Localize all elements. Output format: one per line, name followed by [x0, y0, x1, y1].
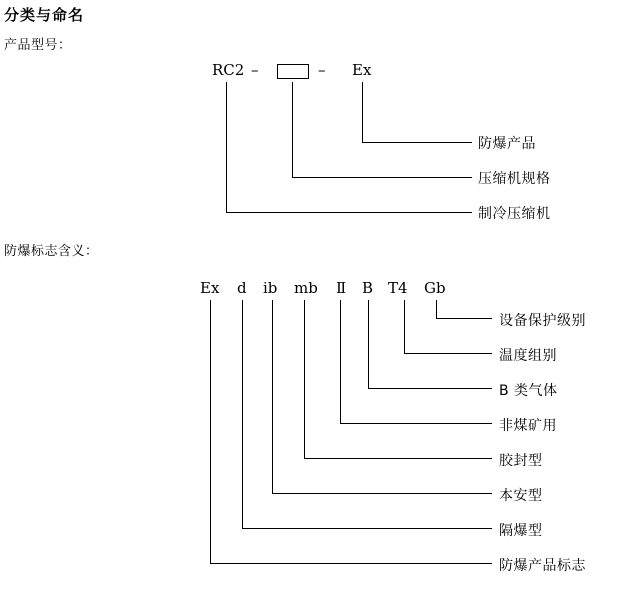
code-token-gb: Gb [424, 279, 446, 297]
legend-text-intrinsic-safety: 本安型 [499, 488, 543, 504]
leader-hline-mb [304, 458, 492, 459]
leader-vline-ex-mark [210, 300, 211, 563]
leader-hline-t4 [404, 353, 492, 354]
code-token-ex2: Ex [200, 279, 220, 297]
code-token-b: B [362, 279, 374, 297]
code-token-mb: mb [294, 279, 318, 297]
leader-hline-group-ii [340, 423, 492, 424]
code-token-ex: Ex [352, 61, 372, 79]
leader-vline-t4 [404, 300, 405, 353]
code-dash-1: – [251, 61, 259, 79]
legend-text-refrigeration-compressor: 制冷压缩机 [478, 206, 551, 222]
legend-text-compressor-spec: 压缩机规格 [478, 171, 551, 187]
leader-hline-spec [292, 177, 472, 178]
legend-text-temperature-class: 温度组别 [499, 348, 557, 364]
leader-vline-ex [362, 82, 363, 142]
leader-hline-ex-mark [210, 563, 492, 564]
legend-text-non-mining: 非煤矿用 [499, 418, 557, 434]
legend-text-explosion-proof-product: 防爆产品 [478, 136, 536, 152]
leader-hline-rc2 [226, 212, 472, 213]
code-token-ib: ib [263, 279, 278, 297]
code-token-t4: T4 [388, 279, 408, 297]
leader-vline-gb [436, 300, 437, 318]
code-dash-2: – [318, 61, 326, 79]
code-token-d: d [237, 279, 247, 297]
leader-vline-rc2 [226, 82, 227, 212]
leader-hline-d [242, 528, 492, 529]
section-label-ex-marking: 防爆标志含义： [4, 244, 99, 259]
section-label-product-model: 产品型号： [4, 38, 72, 53]
legend-text-gas-group-b: B 类气体 [499, 383, 558, 399]
leader-hline-ex [362, 142, 472, 143]
code-token-group-ii: Ⅱ [336, 279, 347, 297]
legend-text-equipment-protection-level: 设备保护级别 [499, 313, 586, 329]
legend-text-ex-product-mark: 防爆产品标志 [499, 558, 586, 574]
leader-hline-gb [436, 318, 492, 319]
leader-vline-b [368, 300, 369, 388]
leader-vline-spec [292, 82, 293, 177]
leader-vline-d [242, 300, 243, 528]
legend-text-encapsulation: 胶封型 [499, 453, 543, 469]
legend-text-flameproof: 隔爆型 [499, 523, 543, 539]
leader-vline-ib [272, 300, 273, 493]
code-token-rc2: RC2 [212, 61, 245, 79]
leader-hline-b [368, 388, 492, 389]
leader-hline-ib [272, 493, 492, 494]
code-blank-box [277, 64, 309, 79]
leader-vline-mb [304, 300, 305, 458]
page-title: 分类与命名 [4, 6, 85, 24]
leader-vline-group-ii [340, 300, 341, 423]
